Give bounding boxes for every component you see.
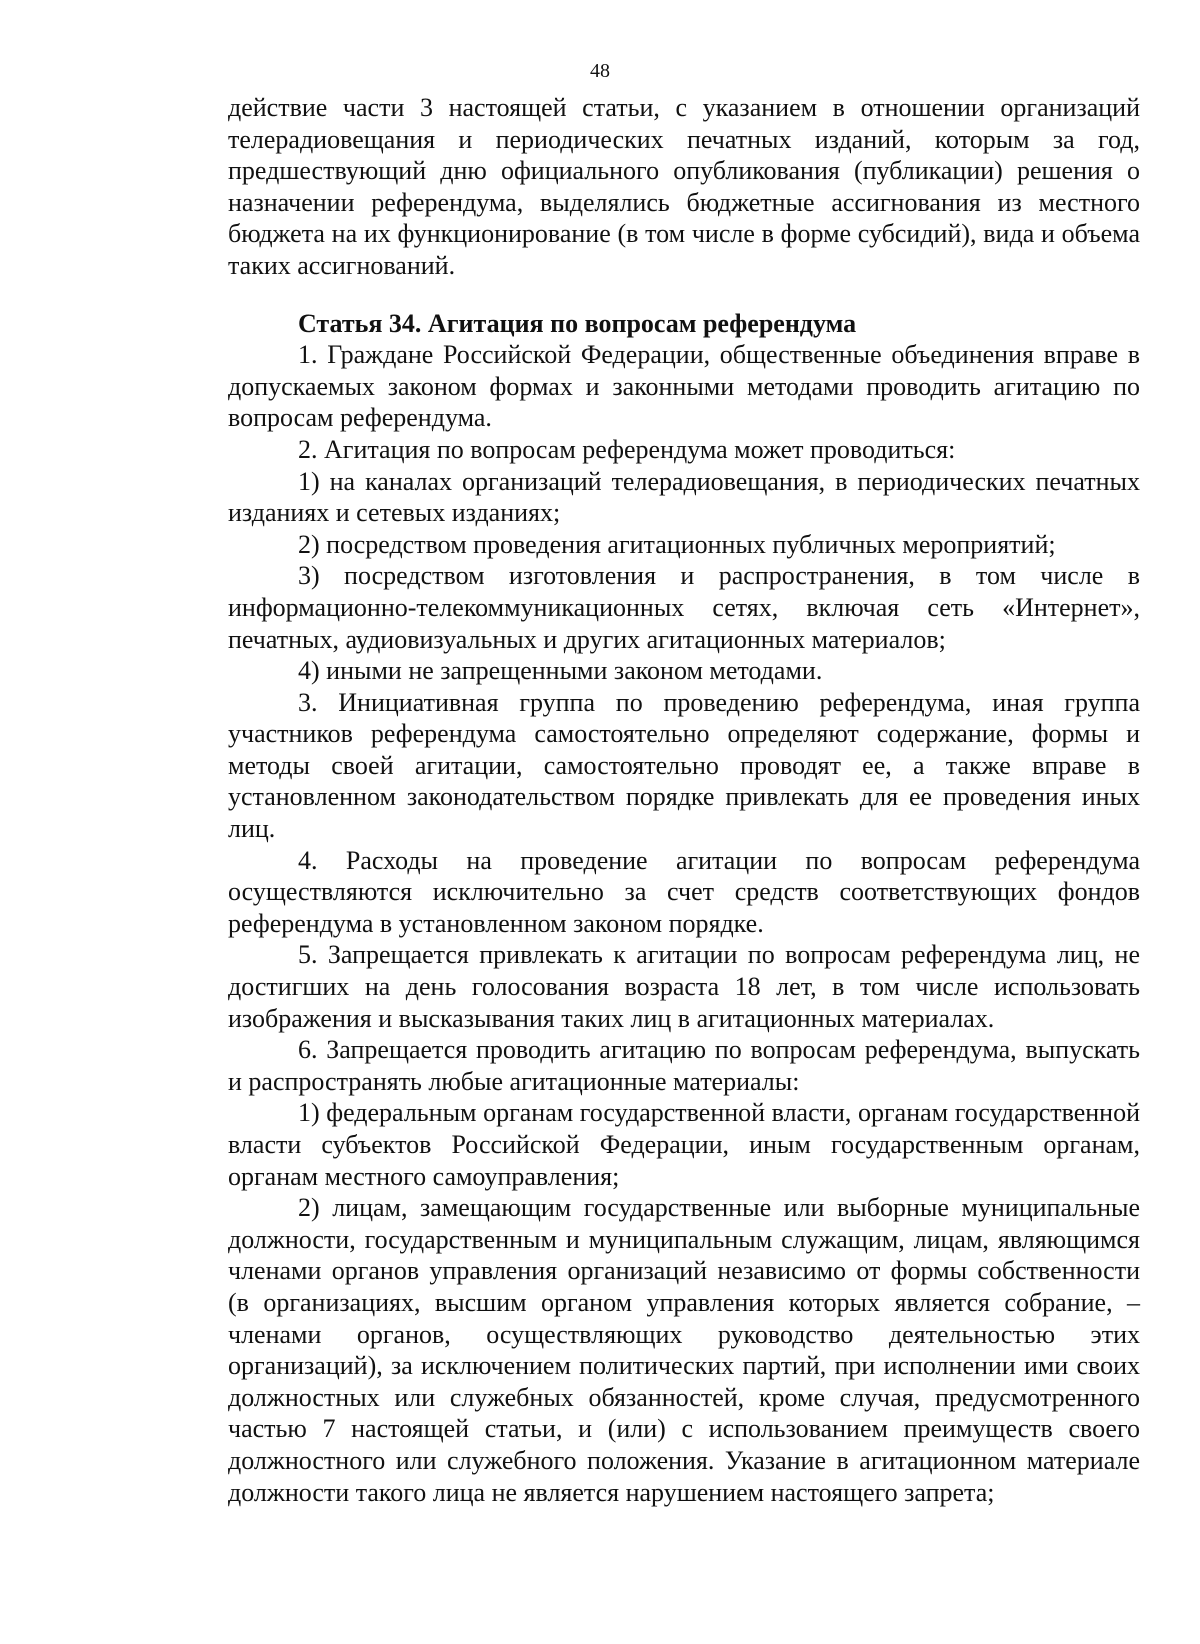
document-body bbox=[228, 92, 1140, 1508]
paragraph-2: 2. Агитация по вопросам референдума может проводиться: bbox=[298, 434, 956, 464]
list-item-2-1: 1) на каналах организаций телерадиовещания, в периодических печатных изданиях и сетевых изданиях; bbox=[228, 466, 1140, 528]
page-number: 48 bbox=[590, 60, 610, 82]
list-item-2-3: 3) посредством изготовления и распространения, в том числе в информационно-телекоммуникационных сетях, включая сеть «Интернет», печатных, аудиовизуальных и других агитационных материалов; bbox=[228, 561, 1140, 654]
article-heading: Статья 34. Агитация по вопросам референдума bbox=[298, 308, 857, 338]
paragraph-1: 1. Граждане Российской Федерации, общественные объединения вправе в допускаемых законом формах и законными методами проводить агитацию по вопросам референдума. bbox=[228, 340, 1140, 433]
list-item-6-1: 1) федеральным органам государственной власти, органам государственной власти субъектов Российской Федерации, иным государственным органам, органам местного самоуправления; bbox=[228, 1098, 1140, 1191]
paragraph-4: 4. Расходы на проведение агитации по вопросам референдума осуществляются исключительно за счет средств соответствующих фондов референдума в установленном законом порядке. bbox=[228, 845, 1140, 938]
list-item-6-2: 2) лицам, замещающим государственные или выборные муниципальные должности, государственным и муниципальным служащим, лицам, являющимся членами органов управления организаций независимо от формы собственности (в организациях, высшим органом управления которых является собрание, – членами органов, осуществляющих руководство деятельностью этих организаций), за исключением политических партий, при исполнении ими своих должностных или служебных обязанностей, кроме случая, предусмотренного частью 7 настоящей статьи, и (или) с использованием преимуществ своего должностного или служебного положения. Указание в агитационном материале должности такого лица не является нарушением настоящего запрета; bbox=[228, 1193, 1140, 1507]
paragraph-3: 3. Инициативная группа по проведению референдума, иная группа участников референдума самостоятельно определяют содержание, формы и методы своей агитации, самостоятельно проводят ее, а также вправе в установленном законодательством порядке привлекать для ее проведения иных лиц. bbox=[228, 687, 1140, 844]
paragraph-continuation: действие части 3 настоящей статьи, с указанием в отношении организаций телерадиовещания и периодических печатных изданий, которым за год, предшествующий дню официального опубликования (публикации) решения о назначении референдума, выделялись бюджетные ассигнования из местного бюджета на их функционирование (в том числе в форме субсидий), вида и объема таких ассигнований. bbox=[228, 93, 1140, 280]
paragraph-6: 6. Запрещается проводить агитацию по вопросам референдума, выпускать и распространять любые агитационные материалы: bbox=[228, 1035, 1140, 1096]
list-item-2-2: 2) посредством проведения агитационных публичных мероприятий; bbox=[298, 529, 1056, 559]
list-item-2-4: 4) иными не запрещенными законом методами. bbox=[298, 656, 823, 686]
paragraph-5: 5. Запрещается привлекать к агитации по вопросам референдума лиц, не достигших на день голосования возраста 18 лет, в том числе использовать изображения и высказывания таких лиц в агитационных материалах. bbox=[228, 940, 1140, 1033]
